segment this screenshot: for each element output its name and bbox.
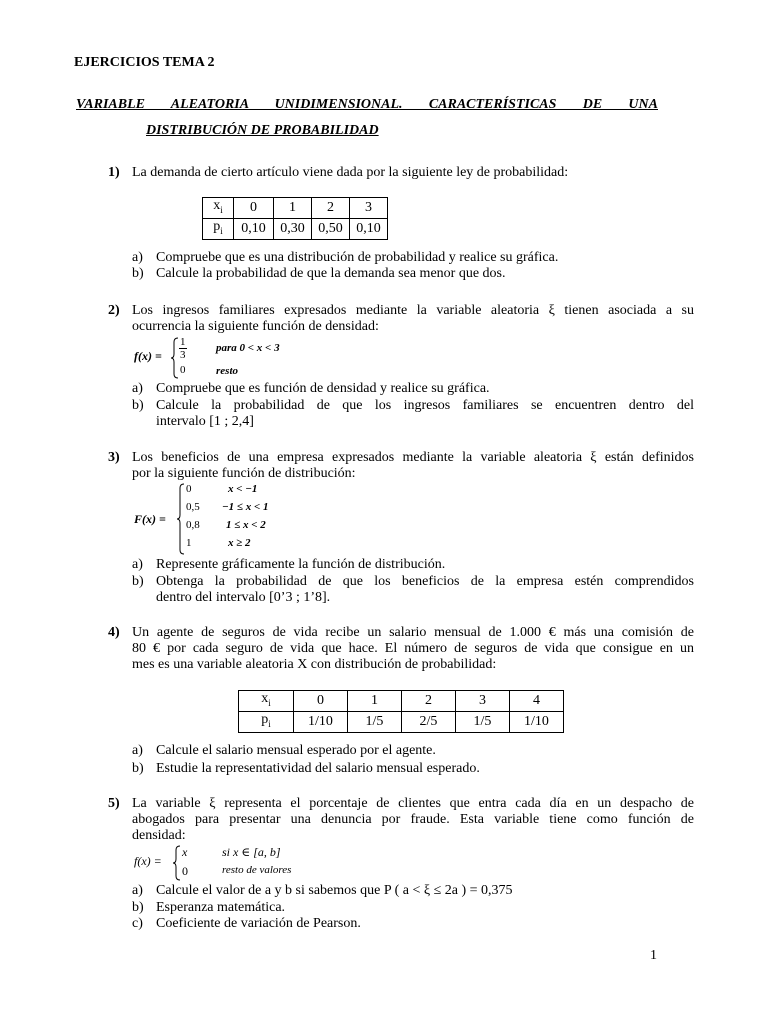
item-text: Compruebe que es función de densidad y realice su gráfica.	[156, 381, 490, 396]
formula-value: 0,5	[186, 501, 200, 513]
formula-condition: 1 ≤ x < 2	[226, 519, 266, 531]
item-text: Esperanza matemática.	[156, 900, 286, 915]
table-cell: 1/10	[510, 711, 564, 732]
table-row	[203, 218, 388, 239]
exercise-text: densidad:	[132, 828, 186, 843]
item-label: b)	[132, 398, 144, 413]
item-label: a)	[132, 250, 143, 265]
table-cell: 2	[402, 691, 456, 712]
table-cell: 0	[234, 198, 274, 219]
exercise-number: 5)	[108, 796, 120, 811]
formula-lhs: f(x) =	[134, 854, 162, 868]
table-row-label: $p_i$	[203, 218, 234, 239]
item-text: Coeficiente de variación de Pearson.	[156, 916, 361, 931]
item-label: b)	[132, 761, 144, 776]
probability-table	[238, 690, 564, 733]
brace-symbol	[170, 337, 180, 379]
table-cell: 0,50	[312, 218, 350, 239]
brace-symbol	[172, 845, 182, 881]
item-text: intervalo [1 ; 2,4]	[156, 414, 254, 429]
table-row-label: $x_i$	[203, 198, 234, 219]
table-row-label: $p_i$	[239, 711, 294, 732]
table-row	[239, 691, 564, 712]
table-cell: 3	[456, 691, 510, 712]
formula-lhs: f(x) =	[134, 349, 162, 363]
item-text: Calcule el salario mensual esperado por el agente.	[156, 743, 436, 758]
document-subtitle-line1: VARIABLE ALEATORIA UNIDIMENSIONAL. CARACTERÍSTICAS DE UNA	[76, 97, 658, 112]
item-label: a)	[132, 381, 143, 396]
brace-symbol	[176, 483, 186, 555]
exercise-text: mes es una variable aleatoria X con distribución de probabilidad:	[132, 657, 497, 672]
exercise-text: La demanda de cierto artículo viene dada por la siguiente ley de probabilidad:	[132, 165, 569, 180]
formula-condition: x ≥ 2	[228, 537, 251, 549]
item-text: Calcule el valor de a y b si sabemos que P ( a < ξ ≤ 2a ) = 0,375	[156, 883, 513, 898]
table-cell: 1/5	[348, 711, 402, 732]
table-cell: 1	[348, 691, 402, 712]
density-formula	[134, 336, 334, 380]
formula-value: x	[182, 845, 188, 859]
exercise-text: Los ingresos familiares expresados mediante la variable aleatoria ξ tienen asociada a su	[132, 303, 694, 318]
exercise-text: por la siguiente función de distribución:	[132, 466, 356, 481]
item-text: Calcule la probabilidad de que los ingresos familiares se encuentren dentro del	[156, 398, 694, 413]
formula-condition: para 0 < x < 3	[216, 342, 280, 354]
table-cell: 3	[350, 198, 388, 219]
exercise-text: ocurrencia la siguiente función de densidad:	[132, 319, 379, 334]
formula-value: 0	[180, 364, 186, 376]
formula-lhs: F(x) =	[134, 512, 166, 526]
item-label: c)	[132, 916, 143, 931]
exercise-text: 80 € por cada seguro de vida que hace. El número de seguros de vida que consigue en un	[132, 641, 694, 656]
probability-table	[202, 197, 388, 240]
table-cell: 1/5	[456, 711, 510, 732]
table-cell: 4	[510, 691, 564, 712]
page-number: 1	[650, 948, 657, 963]
formula-condition: si x ∈ [a, b]	[222, 845, 281, 859]
table-cell: 0,10	[350, 218, 388, 239]
item-label: a)	[132, 883, 143, 898]
table-cell: 0	[294, 691, 348, 712]
table-cell: 1/10	[294, 711, 348, 732]
formula-condition: resto	[216, 365, 238, 377]
fraction-denominator: 3	[180, 349, 186, 361]
table-cell: 2	[312, 198, 350, 219]
item-label: b)	[132, 900, 144, 915]
item-text: Calcule la probabilidad de que la demanda sea menor que dos.	[156, 266, 506, 281]
table-cell: 2/5	[402, 711, 456, 732]
formula-value: 0,8	[186, 519, 200, 531]
item-label: b)	[132, 574, 144, 589]
formula-value: 0	[182, 864, 188, 878]
table-cell: 1	[274, 198, 312, 219]
fraction-numerator: 1	[180, 336, 186, 348]
table-cell: 0,10	[234, 218, 274, 239]
exercise-text: abogados para presentar una denuncia por fraude. Esta variable tiene como función de	[132, 812, 694, 827]
formula-condition: x < −1	[228, 483, 258, 495]
item-label: b)	[132, 266, 144, 281]
item-text: Obtenga la probabilidad de que los beneficios de la empresa estén comprendidos	[156, 574, 694, 589]
item-text: Estudie la representatividad del salario mensual esperado.	[156, 761, 480, 776]
distribution-formula	[134, 482, 334, 556]
exercise-text: Los beneficios de una empresa expresados mediante la variable aleatoria ξ están definidos	[132, 450, 694, 465]
exercise-number: 4)	[108, 625, 120, 640]
table-row-label: $x_i$	[239, 691, 294, 712]
exercise-number: 3)	[108, 450, 120, 465]
item-text: dentro del intervalo [0’3 ; 1’8].	[156, 590, 331, 605]
item-label: a)	[132, 557, 143, 572]
formula-value: 0	[186, 483, 192, 495]
item-label: a)	[132, 743, 143, 758]
exercise-number: 1)	[108, 165, 120, 180]
exercise-text: Un agente de seguros de vida recibe un salario mensual de 1.000 € más una comisión de	[132, 625, 694, 640]
exercise-number: 2)	[108, 303, 120, 318]
formula-condition: −1 ≤ x < 1	[222, 501, 269, 513]
item-text: Represente gráficamente la función de distribución.	[156, 557, 446, 572]
table-row	[203, 198, 388, 219]
exercise-text: La variable ξ representa el porcentaje de clientes que entra cada día en un despacho de	[132, 796, 694, 811]
document-title: EJERCICIOS TEMA 2	[74, 55, 215, 70]
density-formula	[134, 845, 354, 881]
item-text: Compruebe que es una distribución de probabilidad y realice su gráfica.	[156, 250, 559, 265]
formula-value: 1	[186, 537, 192, 549]
table-row	[239, 711, 564, 732]
formula-condition: resto de valores	[222, 864, 292, 876]
document-subtitle-line2: DISTRIBUCIÓN DE PROBABILIDAD	[146, 123, 379, 138]
table-cell: 0,30	[274, 218, 312, 239]
